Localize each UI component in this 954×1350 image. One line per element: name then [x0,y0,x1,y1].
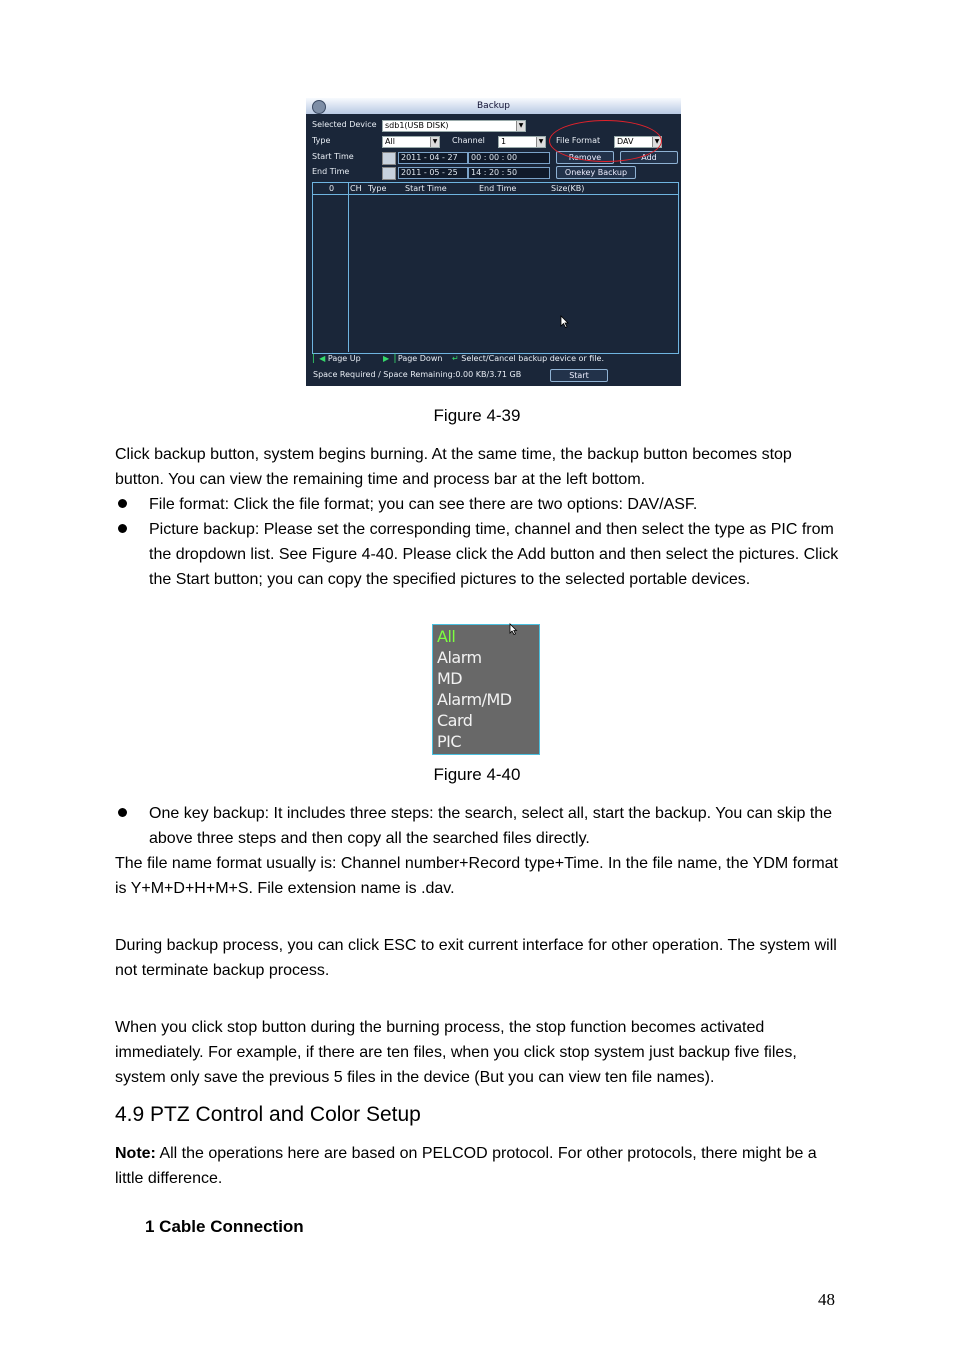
chevron-down-icon[interactable]: ▼ [430,137,439,147]
column-header-size: Size(KB) [551,184,585,193]
end-date-input[interactable] [398,167,468,179]
note-paragraph [115,1141,845,1191]
onekey-backup-button[interactable]: Onekey Backup [556,166,636,179]
file-format-label: File Format [556,136,601,145]
note-text: All the operations here are based on PELCOD protocol. For other protocols, there might be a little difference. [115,1145,817,1187]
start-clock-input[interactable] [468,152,550,164]
end-clock-value: 14 : 20 : 50 [471,168,518,177]
type-value: All [385,137,395,146]
dropdown-option[interactable]: Alarm/MD [437,690,512,709]
type-select[interactable] [382,136,440,148]
record-type-dropdown[interactable] [432,624,540,755]
channel-value: 1 [501,137,507,146]
page-down-link[interactable] [383,354,442,363]
chevron-down-icon[interactable]: ▼ [652,137,661,147]
chevron-down-icon[interactable]: ▼ [536,137,545,147]
add-button[interactable]: Add [620,151,678,164]
dropdown-option[interactable]: Alarm [437,648,482,667]
selected-device-select[interactable] [382,120,526,132]
file-format-value: DAV [617,137,634,146]
bullet-icon [118,524,127,533]
header-divider [312,194,678,195]
page-number: 48 [818,1290,835,1309]
start-time-label: Start Time [312,152,354,161]
select-hint-text: Select/Cancel backup device or file. [461,354,604,363]
end-date-value: 2011 - 05 - 25 [401,168,458,177]
app-logo-icon [312,100,326,114]
page-up-icon: ▏◀ [313,354,326,363]
backup-file-list[interactable] [312,182,679,354]
figure-caption: Figure 4-39 [433,406,521,425]
type-label: Type [312,136,331,145]
paragraph: The file name format usually is: Channel number+Record type+Time. In the file name, the YDM format is Y+M+D+H+M+S. File extension name is .dav. [115,855,838,897]
page-down-icon: ▶▕ [383,354,396,363]
paragraph: During backup process, you can click ESC to exit current interface for other operation. The system will not terminate backup process. [115,937,837,979]
calendar-icon[interactable] [382,152,396,165]
column-header-end-time: End Time [479,184,517,193]
page-down-label: Page Down [397,354,443,363]
paragraph: When you click stop button during the burning process, the stop function becomes activated immediately. For example, if there are ten files, when you click stop system just backup five files, system only save the previous 5 files in the device (But you can view ten file names). [115,1019,797,1086]
dropdown-option[interactable]: Card [437,711,473,730]
highlight-ellipse [549,120,662,162]
column-divider [348,182,349,352]
dialog-title-bar [306,98,681,114]
space-status: Space Required / Space Remaining:0.00 KB/3.71 GB [313,370,522,379]
channel-select[interactable] [498,136,546,148]
select-key-icon: ↵ [452,354,459,363]
selected-device-label: Selected Device [312,120,377,129]
page-up-link[interactable] [313,354,361,363]
start-button[interactable]: Start [550,369,608,382]
end-clock-input[interactable] [468,167,550,179]
calendar-icon[interactable] [382,167,396,180]
section-heading: 4.9 PTZ Control and Color Setup [115,1103,421,1126]
column-header-type: Type [368,184,387,193]
mouse-cursor-icon [560,315,569,328]
subheading: 1 Cable Connection [145,1217,304,1236]
bullet-icon [118,499,127,508]
selected-device-value: sdb1(USB DISK) [385,121,449,130]
note-label: Note: [115,1145,156,1162]
backup-dialog [306,98,681,386]
remove-button[interactable]: Remove [556,151,614,164]
end-time-row [312,166,677,180]
start-date-value: 2011 - 04 - 27 [401,153,458,162]
end-time-label: End Time [312,167,350,176]
bullet-item: File format: Click the file format; you can see there are two options: DAV/ASF. [149,496,698,513]
bullet-icon [118,808,127,817]
column-header-select[interactable]: 0 [329,184,335,193]
select-hint [452,354,604,363]
bullet-item: Picture backup: Please set the corresponding time, channel and then select the type as PIC from the dropdown list. See Figure 4-40. Please click the Add button and then select the pictures. Click the Start button; you can copy the specified pictures to the selected portable devices. [149,521,839,588]
column-header-ch: CH [350,184,362,193]
column-header-start-time: Start Time [405,184,447,193]
mouse-cursor-icon [509,623,519,635]
chevron-down-icon[interactable]: ▼ [516,121,525,131]
channel-label: Channel [452,136,485,145]
figure-caption: Figure 4-40 [433,765,521,784]
dropdown-option[interactable]: All [437,627,456,646]
bullet-item: One key backup: It includes three steps: the search, select all, start the backup. You can skip the above three steps and then copy all the searched files directly. [149,805,833,847]
dropdown-option[interactable]: MD [437,669,463,688]
page-up-label: Page Up [327,354,361,363]
dialog-title: Backup [477,101,510,111]
start-clock-value: 00 : 00 : 00 [471,153,518,162]
dropdown-option[interactable]: PIC [437,732,462,751]
paragraph: Click backup button, system begins burning. At the same time, the backup button becomes stop button. You can view the remaining time and process bar at the left bottom. [115,446,792,488]
start-date-input[interactable] [398,152,468,164]
